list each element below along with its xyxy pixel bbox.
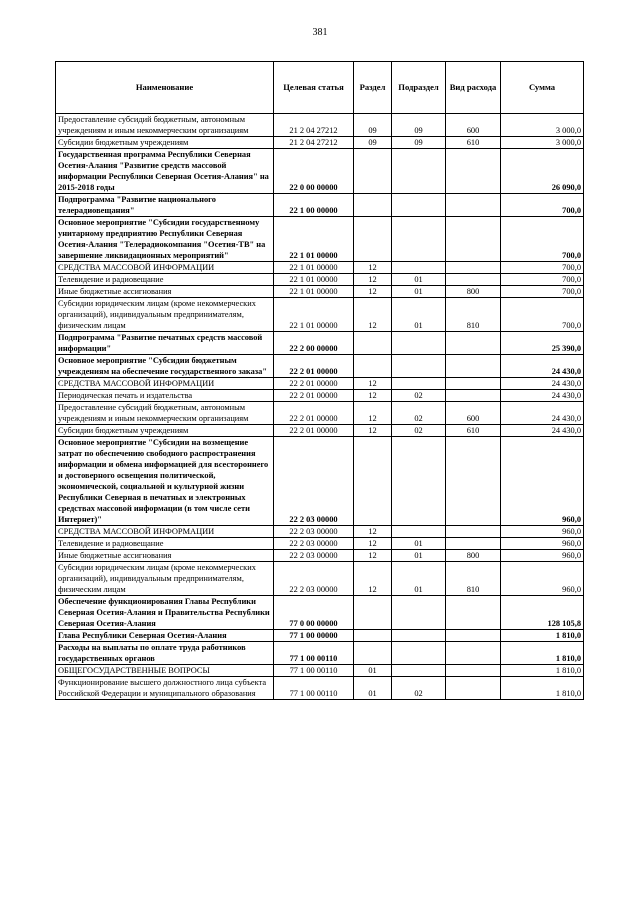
cell-sum: 960,0 (501, 562, 584, 596)
cell-kind (446, 630, 501, 642)
cell-article: 22 2 03 00000 (274, 437, 354, 526)
table-row (56, 425, 584, 437)
cell-article: 77 1 00 00110 (274, 665, 354, 677)
table-header-row (56, 62, 584, 114)
cell-kind (446, 538, 501, 550)
cell-article: 22 2 01 00000 (274, 425, 354, 437)
cell-article: 22 2 01 00000 (274, 355, 354, 378)
cell-section: 12 (354, 390, 392, 402)
cell-sum: 24 430,0 (501, 355, 584, 378)
cell-subsection (392, 596, 446, 630)
cell-kind (446, 677, 501, 700)
table-row (56, 262, 584, 274)
cell-name: СРЕДСТВА МАССОВОЙ ИНФОРМАЦИИ (56, 526, 274, 538)
cell-name: Основное мероприятие "Субсидии на возмещение затрат по обеспечению свободного распространения информации и обмена информацией для всестороннего и достоверного освещения политической, экономической, социальной и культурной жизни Республики Северная в печатных и электронных средствах массовой информации (в том числе сети Интернет)" (56, 437, 274, 526)
cell-article: 22 2 00 00000 (274, 332, 354, 355)
cell-sum: 3 000,0 (501, 137, 584, 149)
cell-sum: 25 390,0 (501, 332, 584, 355)
cell-subsection: 01 (392, 286, 446, 298)
cell-name: СРЕДСТВА МАССОВОЙ ИНФОРМАЦИИ (56, 262, 274, 274)
cell-kind: 800 (446, 550, 501, 562)
cell-kind: 800 (446, 286, 501, 298)
cell-name: Подпрограмма "Развитие национального телерадиовещания" (56, 194, 274, 217)
table-row (56, 526, 584, 538)
cell-subsection: 01 (392, 562, 446, 596)
cell-section: 09 (354, 114, 392, 137)
cell-name: Обеспечение функционирования Главы Республики Северная Осетия-Алания и Правительства Республики Северная Осетия-Алания (56, 596, 274, 630)
cell-section (354, 194, 392, 217)
cell-name: Субсидии юридическим лицам (кроме некоммерческих организаций), индивидуальным предпринимателям, физическим лицам (56, 298, 274, 332)
cell-sum: 24 430,0 (501, 402, 584, 425)
cell-article: 22 2 03 00000 (274, 550, 354, 562)
cell-article: 21 2 04 27212 (274, 137, 354, 149)
cell-kind (446, 378, 501, 390)
cell-kind (446, 437, 501, 526)
cell-article: 22 2 01 00000 (274, 402, 354, 425)
header-section: Раздел (354, 62, 392, 114)
cell-subsection (392, 437, 446, 526)
cell-subsection (392, 378, 446, 390)
table-row (56, 390, 584, 402)
header-article: Целевая статья (274, 62, 354, 114)
cell-section: 12 (354, 274, 392, 286)
cell-section (354, 149, 392, 194)
cell-name: Расходы на выплаты по оплате труда работников государственных органов (56, 642, 274, 665)
cell-subsection: 09 (392, 114, 446, 137)
cell-article: 77 1 00 00110 (274, 642, 354, 665)
cell-name: Государственная программа Республики Северная Осетия-Алания "Развитие средств массовой информации Республики Северная Осетия-Алания" на 2015-2018 годы (56, 149, 274, 194)
cell-article: 77 0 00 00000 (274, 596, 354, 630)
cell-sum: 1 810,0 (501, 677, 584, 700)
cell-kind (446, 355, 501, 378)
table-row (56, 550, 584, 562)
cell-article: 21 2 04 27212 (274, 114, 354, 137)
cell-name: Предоставление субсидий бюджетным, автономным учреждениям и иным некоммерческим организациям (56, 402, 274, 425)
cell-subsection (392, 217, 446, 262)
cell-sum: 24 430,0 (501, 390, 584, 402)
cell-subsection: 02 (392, 677, 446, 700)
cell-article: 77 1 00 00110 (274, 677, 354, 700)
table-row (56, 596, 584, 630)
cell-section (354, 596, 392, 630)
cell-name: Глава Республики Северная Осетия-Алания (56, 630, 274, 642)
cell-article: 77 1 00 00000 (274, 630, 354, 642)
cell-name: Функционирование высшего должностного лица субъекта Российской Федерации и муниципального образования (56, 677, 274, 700)
cell-kind: 810 (446, 562, 501, 596)
cell-kind: 600 (446, 114, 501, 137)
cell-article: 22 1 01 00000 (274, 217, 354, 262)
cell-kind (446, 274, 501, 286)
table-row (56, 298, 584, 332)
cell-subsection (392, 149, 446, 194)
cell-sum: 1 810,0 (501, 642, 584, 665)
cell-article: 22 2 03 00000 (274, 538, 354, 550)
cell-subsection (392, 194, 446, 217)
cell-article: 22 0 00 00000 (274, 149, 354, 194)
table-row (56, 630, 584, 642)
cell-subsection: 01 (392, 550, 446, 562)
table-row (56, 286, 584, 298)
budget-table (55, 61, 584, 700)
cell-name: Иные бюджетные ассигнования (56, 286, 274, 298)
table-row (56, 665, 584, 677)
table-row (56, 332, 584, 355)
cell-subsection: 01 (392, 274, 446, 286)
cell-article: 22 2 03 00000 (274, 526, 354, 538)
table-row (56, 378, 584, 390)
cell-name: Подпрограмма "Развитие печатных средств массовой информации" (56, 332, 274, 355)
cell-subsection (392, 262, 446, 274)
cell-kind (446, 332, 501, 355)
cell-kind (446, 526, 501, 538)
cell-subsection (392, 630, 446, 642)
cell-section (354, 355, 392, 378)
header-kind: Вид расхода (446, 62, 501, 114)
cell-subsection (392, 332, 446, 355)
cell-subsection: 01 (392, 538, 446, 550)
cell-section: 12 (354, 378, 392, 390)
cell-article: 22 2 01 00000 (274, 390, 354, 402)
table-row (56, 137, 584, 149)
header-subsection: Подраздел (392, 62, 446, 114)
table-row (56, 114, 584, 137)
cell-section: 12 (354, 262, 392, 274)
header-sum: Сумма (501, 62, 584, 114)
cell-sum: 700,0 (501, 286, 584, 298)
cell-sum: 700,0 (501, 194, 584, 217)
cell-name: Субсидии бюджетным учреждениям (56, 425, 274, 437)
cell-sum: 700,0 (501, 274, 584, 286)
cell-subsection: 01 (392, 298, 446, 332)
cell-subsection: 02 (392, 390, 446, 402)
cell-subsection (392, 355, 446, 378)
table-row (56, 538, 584, 550)
cell-name: Телевидение и радиовещание (56, 538, 274, 550)
cell-sum: 3 000,0 (501, 114, 584, 137)
table-row (56, 149, 584, 194)
cell-kind (446, 665, 501, 677)
cell-sum: 700,0 (501, 217, 584, 262)
cell-name: Предоставление субсидий бюджетным, автономным учреждениям и иным некоммерческим организациям (56, 114, 274, 137)
cell-section (354, 332, 392, 355)
cell-section (354, 642, 392, 665)
cell-subsection (392, 526, 446, 538)
cell-name: Субсидии юридическим лицам (кроме некоммерческих организаций), индивидуальным предпринимателям, физическим лицам (56, 562, 274, 596)
cell-name: Субсидии бюджетным учреждениям (56, 137, 274, 149)
table-row (56, 437, 584, 526)
cell-subsection (392, 642, 446, 665)
cell-sum: 700,0 (501, 298, 584, 332)
cell-subsection: 09 (392, 137, 446, 149)
cell-article: 22 1 01 00000 (274, 286, 354, 298)
cell-sum: 1 810,0 (501, 665, 584, 677)
cell-name: СРЕДСТВА МАССОВОЙ ИНФОРМАЦИИ (56, 378, 274, 390)
cell-kind: 610 (446, 137, 501, 149)
cell-sum: 960,0 (501, 550, 584, 562)
cell-section: 12 (354, 562, 392, 596)
cell-subsection (392, 665, 446, 677)
cell-section: 09 (354, 137, 392, 149)
table-row (56, 217, 584, 262)
table-row (56, 562, 584, 596)
cell-kind (446, 262, 501, 274)
header-name: Наименование (56, 62, 274, 114)
cell-subsection: 02 (392, 402, 446, 425)
table-row (56, 677, 584, 700)
cell-kind (446, 194, 501, 217)
cell-name: Периодическая печать и издательства (56, 390, 274, 402)
cell-subsection: 02 (392, 425, 446, 437)
cell-section (354, 437, 392, 526)
page-number: 381 (312, 27, 328, 38)
cell-sum: 960,0 (501, 538, 584, 550)
cell-name: Телевидение и радиовещание (56, 274, 274, 286)
cell-sum: 1 810,0 (501, 630, 584, 642)
cell-kind (446, 390, 501, 402)
cell-section: 12 (354, 526, 392, 538)
cell-name: Иные бюджетные ассигнования (56, 550, 274, 562)
cell-name: ОБЩЕГОСУДАРСТВЕННЫЕ ВОПРОСЫ (56, 665, 274, 677)
table-row (56, 194, 584, 217)
cell-section: 12 (354, 286, 392, 298)
cell-sum: 960,0 (501, 437, 584, 526)
cell-section: 12 (354, 550, 392, 562)
cell-sum: 700,0 (501, 262, 584, 274)
cell-section: 12 (354, 538, 392, 550)
cell-section: 12 (354, 402, 392, 425)
cell-article: 22 1 01 00000 (274, 298, 354, 332)
cell-kind: 810 (446, 298, 501, 332)
cell-sum: 24 430,0 (501, 378, 584, 390)
cell-kind (446, 217, 501, 262)
cell-section (354, 217, 392, 262)
cell-section: 12 (354, 425, 392, 437)
table-row (56, 402, 584, 425)
cell-kind: 600 (446, 402, 501, 425)
cell-section (354, 630, 392, 642)
table-row (56, 355, 584, 378)
cell-section: 01 (354, 677, 392, 700)
cell-article: 22 1 00 00000 (274, 194, 354, 217)
cell-sum: 24 430,0 (501, 425, 584, 437)
cell-kind: 610 (446, 425, 501, 437)
cell-section: 01 (354, 665, 392, 677)
cell-kind (446, 149, 501, 194)
cell-article: 22 1 01 00000 (274, 274, 354, 286)
cell-kind (446, 596, 501, 630)
cell-article: 22 2 01 00000 (274, 378, 354, 390)
cell-article: 22 2 03 00000 (274, 562, 354, 596)
cell-sum: 128 105,8 (501, 596, 584, 630)
table-row (56, 274, 584, 286)
cell-article: 22 1 01 00000 (274, 262, 354, 274)
cell-name: Основное мероприятие "Субсидии бюджетным учреждениям на обеспечение государственного заказа" (56, 355, 274, 378)
table-row (56, 642, 584, 665)
cell-name: Основное мероприятие "Субсидии государственному унитарному предприятию Республики Северная Осетия-Алания "Телерадиокомпания "Осетия-ТВ" на завершение ликвидационных мероприятий" (56, 217, 274, 262)
cell-sum: 26 090,0 (501, 149, 584, 194)
cell-section: 12 (354, 298, 392, 332)
cell-kind (446, 642, 501, 665)
cell-sum: 960,0 (501, 526, 584, 538)
